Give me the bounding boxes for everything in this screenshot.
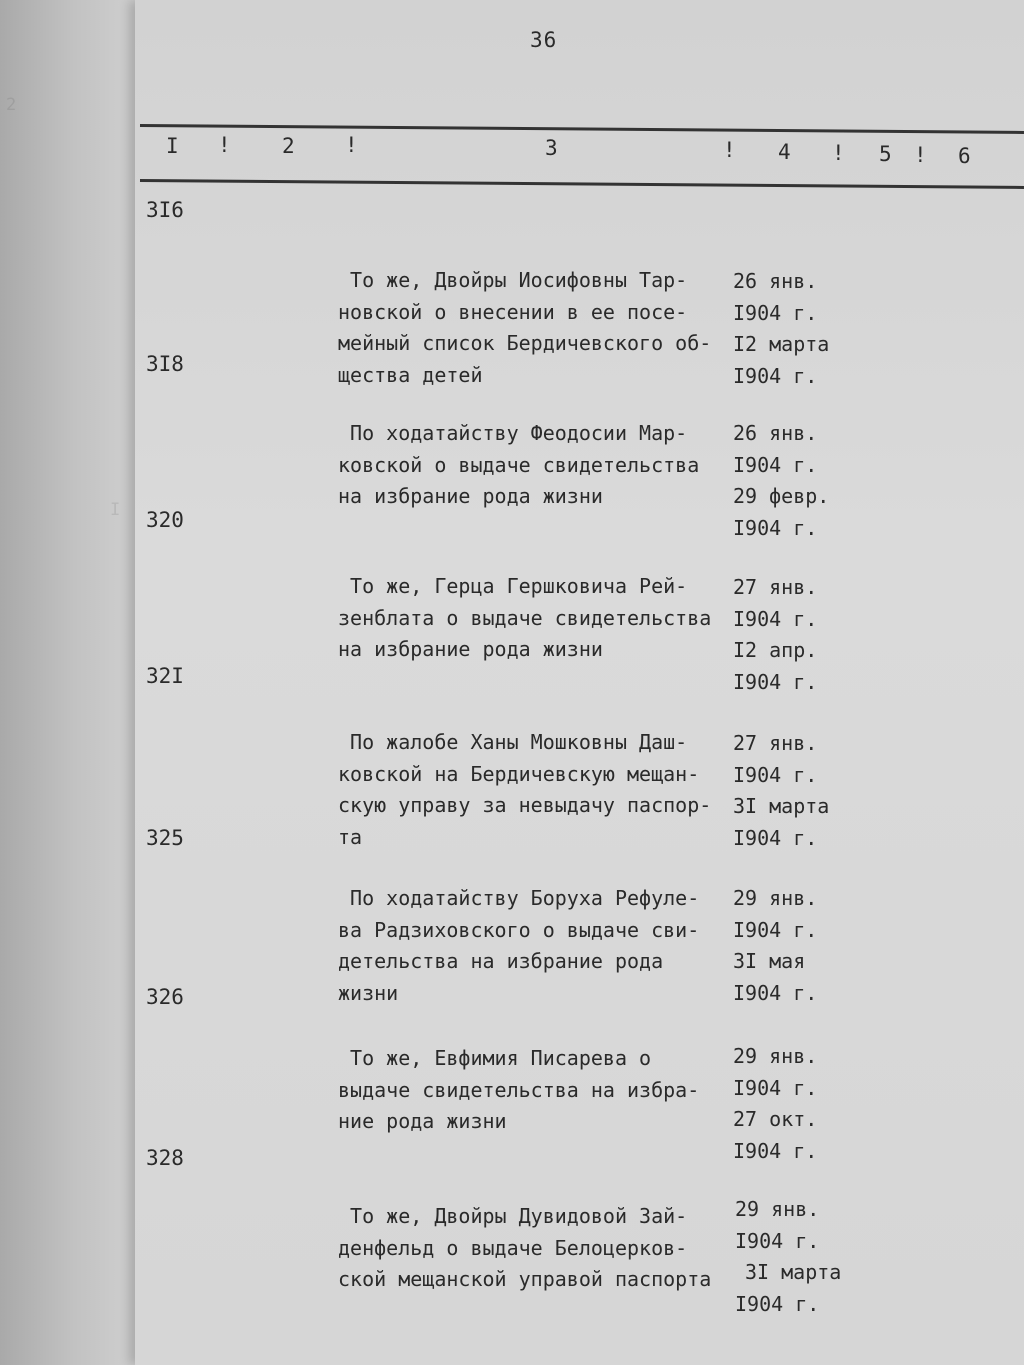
column-header-3: 3 xyxy=(545,136,558,160)
record-number: 32I xyxy=(146,664,184,688)
record-number: 326 xyxy=(146,985,184,1009)
record-dates: 29 янв. I904 г. 3I мая I904 г. xyxy=(733,886,818,1005)
record-dates: 26 янв. I904 г. I2 марта I904 г. xyxy=(733,269,830,388)
record-number: 325 xyxy=(146,826,184,850)
record-description: По ходатайству Феодосии Мар- ковской о выдаче свидетельства на избрание рода жизни xyxy=(338,421,700,508)
column-header-4: 4 xyxy=(778,140,791,164)
record-dates: 27 янв. I904 г. 3I марта I904 г. xyxy=(733,731,830,850)
record-description: То же, Двойры Дувидовой Зай- денфельд о выдаче Белоцерков- ской мещанской управой паспорта xyxy=(338,1204,712,1291)
record-description: По ходатайству Боруха Рефуле- ва Радзиховского о выдаче сви- детельства на избрание рода жизни xyxy=(338,886,700,1005)
bleed-through-mark: 2 xyxy=(6,95,17,115)
column-separator: ! xyxy=(914,143,927,167)
record-dates: 27 янв. I904 г. I2 апр. I904 г. xyxy=(733,575,818,694)
record-dates: 29 янв. I904 г. 27 окт. I904 г. xyxy=(733,1044,818,1163)
record-number: 320 xyxy=(146,508,184,532)
previous-page-edge xyxy=(0,0,135,1365)
record-number: 3I6 xyxy=(146,198,184,222)
column-separator: ! xyxy=(832,141,845,165)
column-header-2: 2 xyxy=(282,134,295,158)
column-header-6: 6 xyxy=(958,144,971,168)
record-dates: 29 янв. I904 г. 3I марта I904 г. xyxy=(735,1197,842,1316)
column-separator: ! xyxy=(218,133,231,157)
record-number: 3I8 xyxy=(146,352,184,376)
page-number: 36 xyxy=(530,28,558,52)
record-number: 328 xyxy=(146,1146,184,1170)
record-description: То же, Герца Гершковича Рей- зенблата о выдаче свидетельства на избрание рода жизни xyxy=(338,574,712,661)
column-header-1: I xyxy=(166,134,179,158)
bleed-through-mark: I xyxy=(110,500,121,520)
record-description: По жалобе Ханы Мошковны Даш- ковской на Бердичевскую мещан- скую управу за невыдачу паспор- та xyxy=(338,730,712,849)
record-description: То же, Евфимия Писарева о выдаче свидетельства на избра- ние рода жизни xyxy=(338,1046,700,1133)
record-description: То же, Двойры Иосифовны Тар- новской о внесении в ее посе- мейный список Бердичевского об- щества детей xyxy=(338,268,712,387)
record-dates: 26 янв. I904 г. 29 февр. I904 г. xyxy=(733,421,830,540)
column-separator: ! xyxy=(345,133,358,157)
column-header-5: 5 xyxy=(879,142,892,166)
column-separator: ! xyxy=(723,138,736,162)
